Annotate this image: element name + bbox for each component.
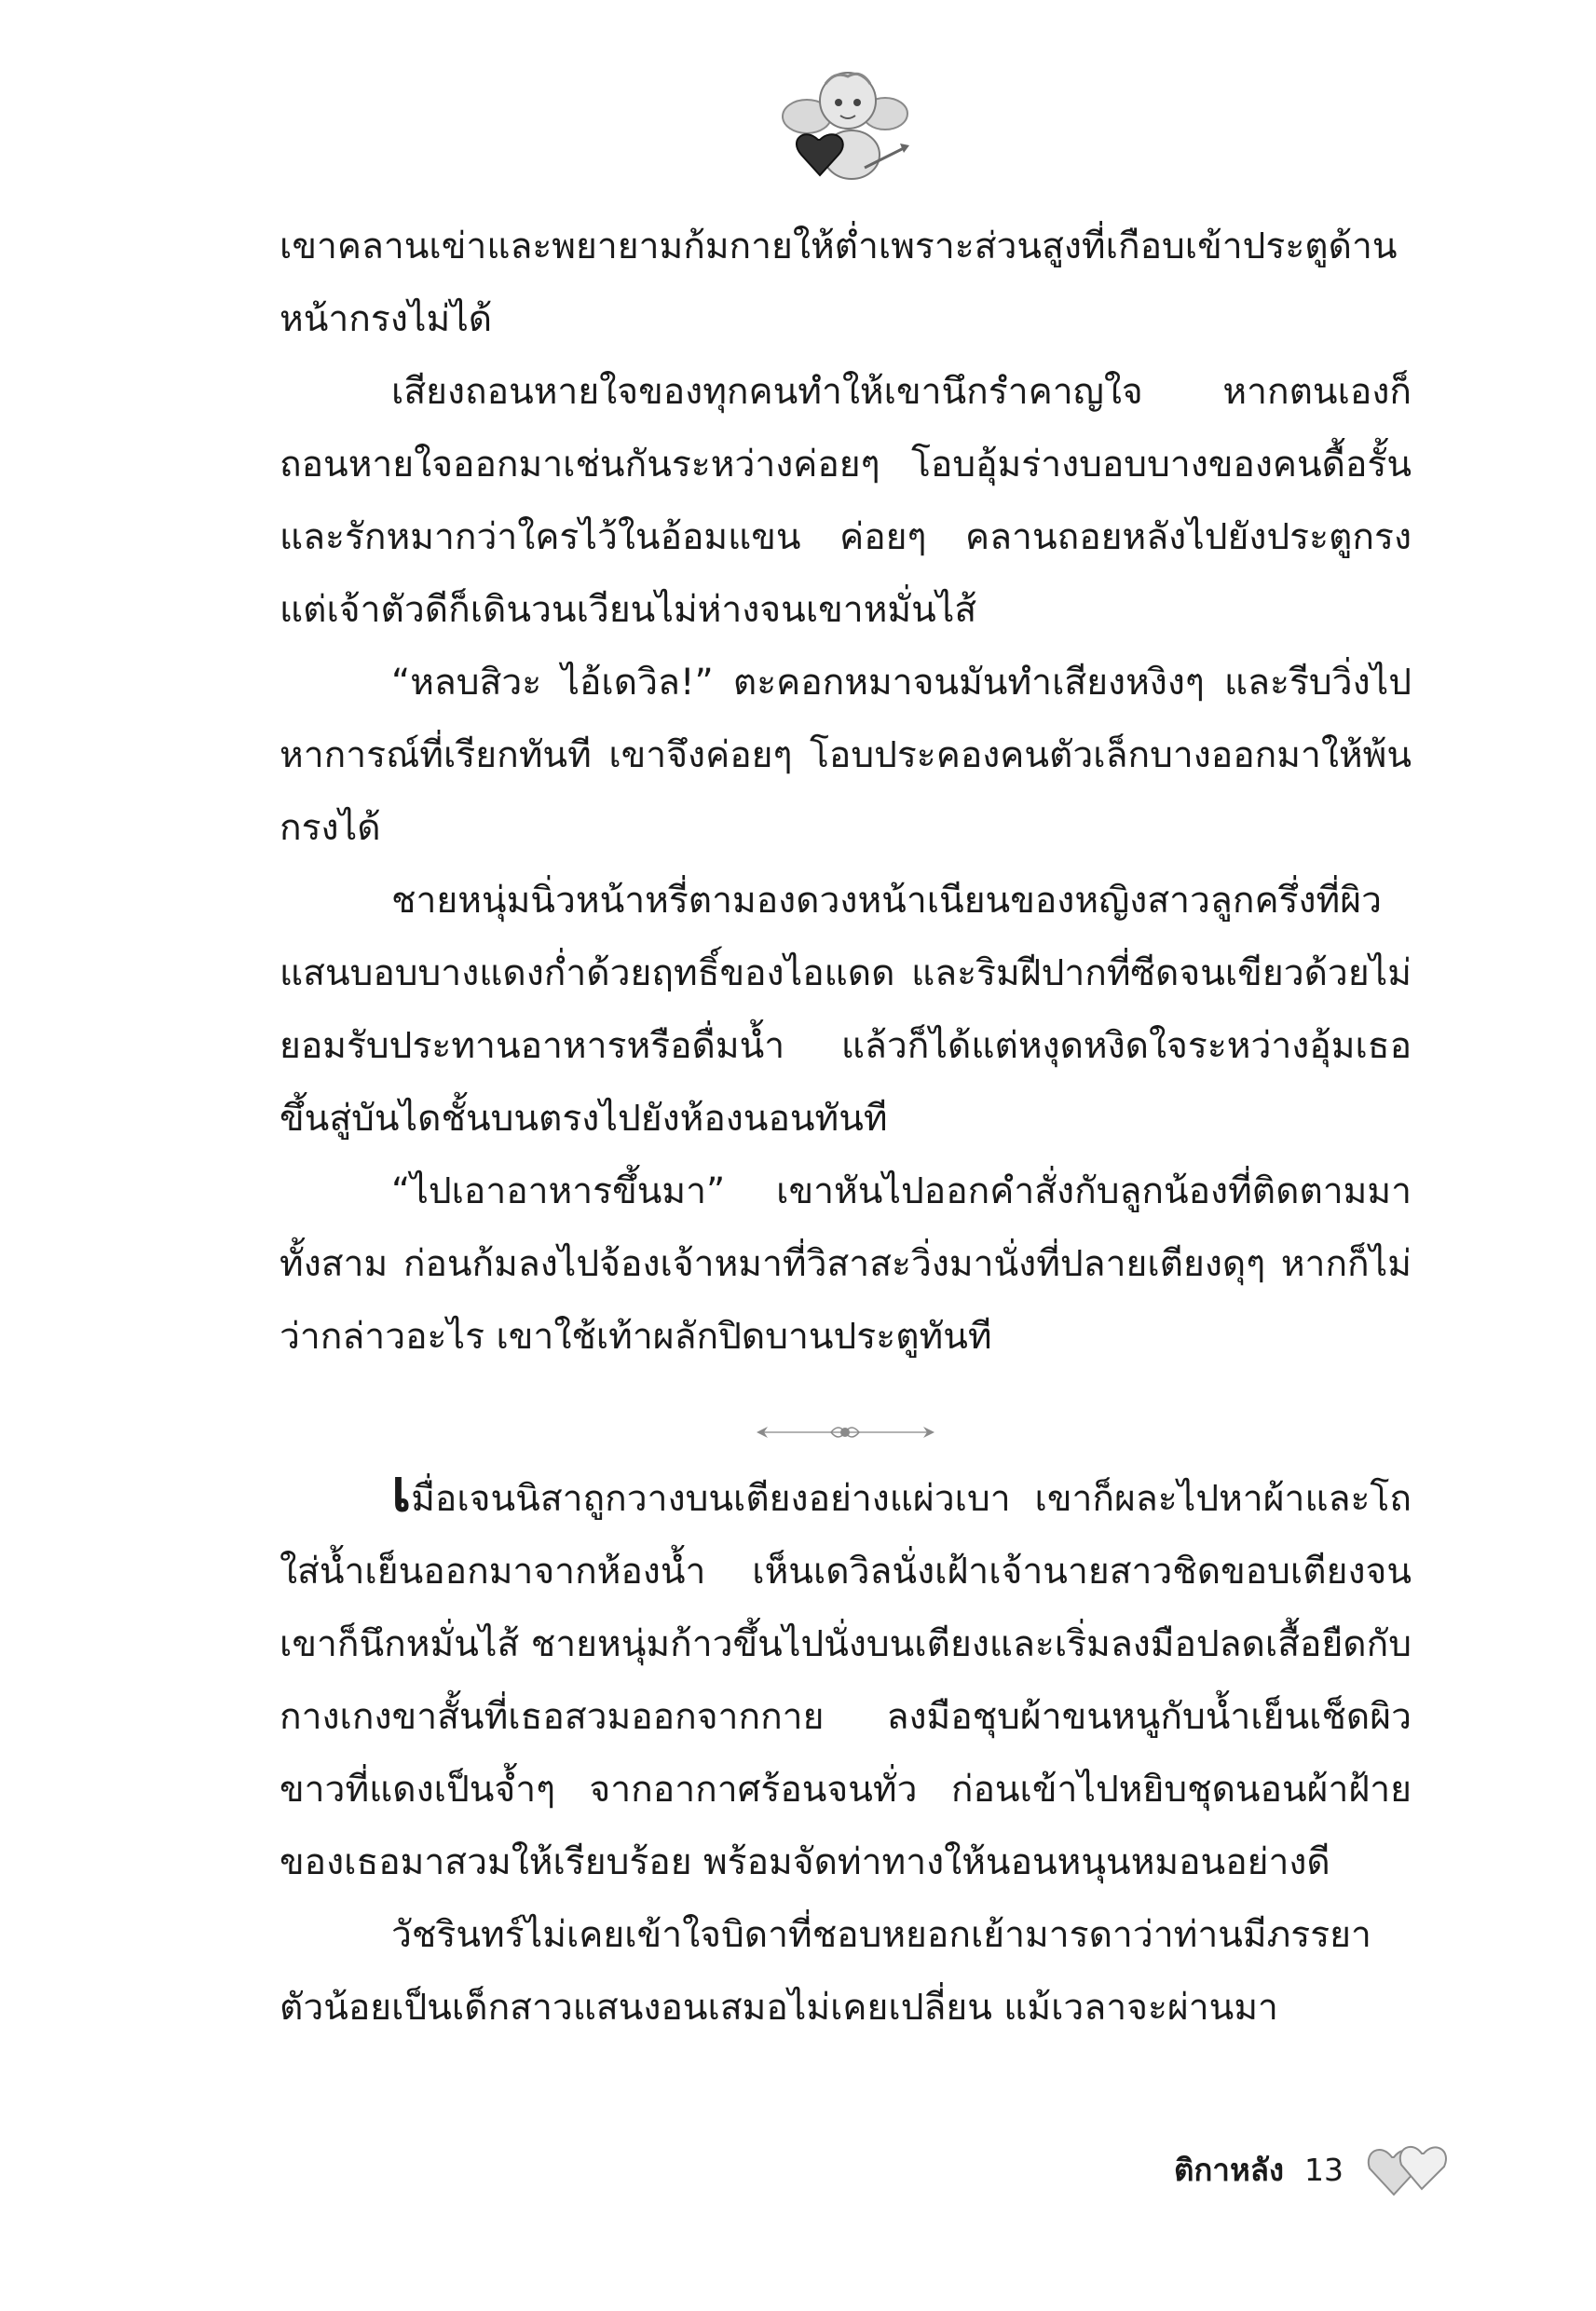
paragraph-4: ชายหนุ่มนิ่วหน้าหรี่ตามองดวงหน้าเนียนของหญิงสาวลูกครึ่งที่ผิวแสนบอบบางแดงก่ำด้วยฤทธิ์ของไอแดด และริมฝีปากที่ซีดจนเขียวด้วยไม่ยอมรับประทานอาหารหรือดื่มน้ำ แล้วก็ได้แต่หงุดหงิดใจระหว่างอุ้มเธอขึ้นสู่บันไดชั้นบนตรงไปยังห้องนอนทันที bbox=[280, 880, 1412, 1140]
paragraph-1: เขาคลานเข่าและพยายามก้มกายให้ต่ำเพราะส่วนสูงที่เกือบเข้าประตูด้านหน้ากรงไม่ได้ bbox=[280, 226, 1398, 340]
dropcap-paragraph bbox=[280, 1456, 1412, 1899]
body-text-top bbox=[280, 211, 1412, 1374]
book-title: ติกาหลัง bbox=[1174, 2151, 1285, 2188]
paragraph-3: “หลบสิวะ ไอ้เดวิล!” ตะคอกหมาจนมันทำเสียงหงิงๆ และรีบวิ่งไปหาการณ์ที่เรียกทันที เขาจึงค่อยๆ โอบประคองคนตัวเล็กบางออกมาให้พ้นกรงได้ bbox=[280, 662, 1412, 849]
dropcap-paragraph-text: มื่อเจนนิสาถูกวางบนเตียงอย่างแผ่วเบา เขาก็ผละไปหาผ้าและโถใส่น้ำเย็นออกมาจากห้องน้ำ เห็นเดวิลนั่งเฝ้าเจ้านายสาวชิดขอบเตียงจนเขาก็นึกหมั่นไส้ ชายหนุ่มก้าวขึ้นไปนั่งบนเตียงและเริ่มลงมือปลดเสื้อยืดกับกางเกงขาสั้นที่เธอสวมออกจากกาย ลงมือชุบผ้าขนหนูกับน้ำเย็นเช็ดผิวขาวที่แดงเป็นจ้ำๆ จากอากาศร้อนจนทั่ว ก่อนเข้าไปหยิบชุดนอนผ้าฝ้ายของเธอมาสวมให้เรียบร้อย พร้อมจัดท่าทางให้นอนหนุนหมอนอย่างดี bbox=[280, 1478, 1412, 1883]
paragraph-2: เสียงถอนหายใจของทุกคนทำให้เขานึกรำคาญใจ หากตนเองก็ถอนหายใจออกมาเช่นกันระหว่างค่อยๆ โอบอุ้มร่างบอบบางของคนดื้อรั้นและรักหมากว่าใครไว้ในอ้อมแขน ค่อยๆ คลานถอยหลังไปยังประตูกรง แต่เจ้าตัวดีก็เดินวนเวียนไม่ห่างจนเขาหมั่นไส้ bbox=[280, 371, 1412, 631]
paragraph-5: “ไปเอาอาหารขึ้นมา” เขาหันไปออกคำสั่งกับลูกน้องที่ติดตามมาทั้งสาม ก่อนก้มลงไปจ้องเจ้าหมาที่วิสาสะวิ่งมานั่งที่ปลายเตียงดุๆ หากก็ไม่ว่ากล่าวอะไร เขาใช้เท้าผลักปิดบานประตูทันที bbox=[280, 1170, 1412, 1358]
page-number: 13 bbox=[1304, 2151, 1344, 2188]
body-text-bottom bbox=[280, 1456, 1412, 2044]
double-heart-icon bbox=[1364, 2137, 1457, 2202]
paragraph-7: วัชรินทร์ไม่เคยเข้าใจบิดาที่ชอบหยอกเย้ามารดาว่าท่านมีภรรยาตัวน้อยเป็นเด็กสาวแสนงอนเสมอไม่เคยเปลี่ยน แม้เวลาจะผ่านมา bbox=[280, 1914, 1371, 2029]
page-footer bbox=[1174, 2141, 1457, 2197]
floral-divider-icon bbox=[755, 1421, 936, 1443]
cupid-holding-heart-icon bbox=[781, 65, 911, 186]
dropcap-letter: เ bbox=[391, 1456, 412, 1525]
